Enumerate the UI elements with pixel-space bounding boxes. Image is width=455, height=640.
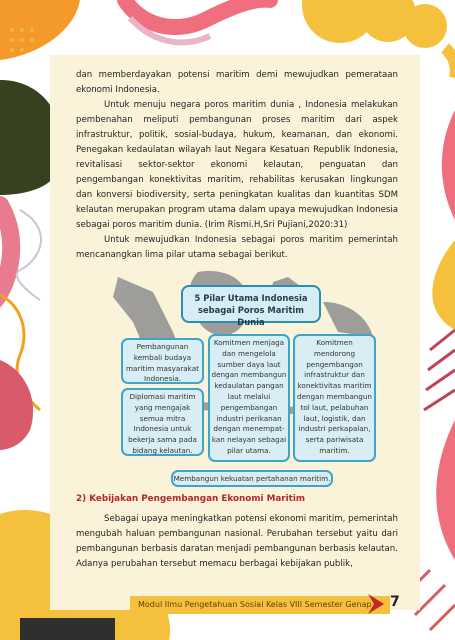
paragraph-1: dan memberdayakan potensi maritim demi mewujudkan pemerataan ekonomi Indonesia. bbox=[76, 70, 398, 95]
footer-text: Modul Ilmu Pengetahuan Sosial Kelas VIII Semester Genap bbox=[138, 600, 372, 609]
page-number: 7 bbox=[390, 594, 400, 610]
pillar-card-1: Pembangunan kembali budaya maritim masyarakat Indonesia. bbox=[121, 338, 204, 384]
diagram-title-line2: sebagai Poros Maritim Dunia bbox=[197, 305, 304, 327]
diagram-title-box bbox=[181, 285, 321, 327]
chevron-right-icon bbox=[366, 592, 388, 616]
pillar-card-5: Membangun kekuatan pertahanan maritim. bbox=[171, 470, 333, 487]
section-heading: 2) Kebijakan Pengembangan Ekonomi Maritim bbox=[76, 494, 306, 504]
intro-text bbox=[76, 68, 398, 263]
paragraph-3: Untuk mewujudkan Indonesia sebagai poros maritim pemerintah mencanangkan lima pilar utama sebagai berikut. bbox=[76, 235, 398, 260]
pillar-card-4: Komitmen mendorong pengembangan infrastruktur dan konektivitas maritim dengan membangun tol laut, pelabuhan laut, logistik, dan industri perkapalan, serta pariwisata maritim. bbox=[293, 334, 376, 462]
section-paragraph: Sebagai upaya meningkatkan potensi ekonomi maritim, pemerintah mengubah haluan pembangunan nasional. Perubahan tersebut yaitu dari pembangunan berbasis daratan menjadi pembangunan berbasis kelautan. Adanya perubahan tersebut memacu berbagai kebijakan publik, bbox=[76, 514, 398, 569]
paragraph-2: Untuk menuju negara poros maritim dunia , Indonesia melakukan pembenahan meliputi pembangunan proses maritim dari aspek infrastruktur, politik, sosial-budaya, hukum, keamanan, dan ekonomi. Penegakan kedaulatan wilayah laut Negara Kesatuan Republik Indonesia, revitalisasi sektor-sektor ekonomi kelautan, penguatan dan pengembangan konektivitas maritim, rehabilitas kerusakan lingkungan dan konversi biodiversity, serta peningkatan kualitas dan kuantitas SDM kelautan merupakan program utama dalam upaya mewujudkan Indonesia sebagai poros maritim dunia. (Irim Rismi.H,Sri Pujiani,2020:31) bbox=[76, 100, 398, 230]
section-text bbox=[76, 512, 398, 572]
pillar-card-3: Komitmen menjaga dan mengelola sumber daya laut dengan membangun kedaulatan pangan laut melalui pengembangan industri perikanan dengan menempat-kan nelayan sebagai pilar utama. bbox=[208, 334, 290, 462]
diagram-title-line1: 5 Pilar Utama Indonesia bbox=[194, 293, 308, 303]
pillar-card-2: Diplomasi maritim yang mengajak semua mitra Indonesia untuk bekerja sama pada bidang kelautan. bbox=[121, 388, 204, 456]
